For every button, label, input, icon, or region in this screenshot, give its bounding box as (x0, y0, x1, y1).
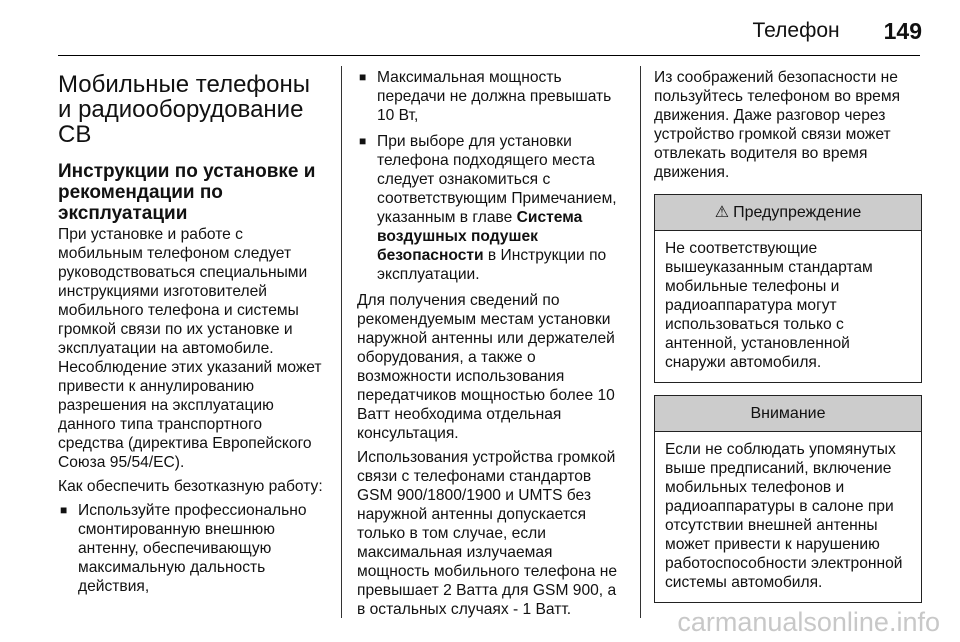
column-1 (58, 68, 326, 603)
warning-text: Не соответствующие вышеуказанным стандартам мобильные телефоны и радиоаппаратура могут использоваться только с антенной, установленной снаружи автомобиля. (665, 240, 873, 371)
list-item (357, 68, 627, 125)
chapter-title: Мобильные телефоны и радиооборудование CB (58, 71, 311, 148)
column-3 (654, 68, 922, 603)
paragraph: Как обеспечить безотказную работу: (58, 478, 323, 495)
bullet-icon: ■ (60, 503, 68, 517)
list-item-text: в Инструкции по эксплуатации. (377, 247, 607, 283)
warning-box (654, 194, 922, 383)
section-heading: Инструкции по установке и рекомендации по эксплуатации (58, 161, 316, 224)
caution-header: Внимание (655, 396, 921, 432)
watermark: carmanualsonline.info (677, 607, 940, 637)
page-header (753, 14, 923, 48)
list-item-text: Максимальная мощность передачи не должна превышать 10 Вт, (377, 69, 612, 124)
column-divider (640, 66, 641, 618)
bullet-list (58, 501, 326, 596)
warning-header (655, 195, 921, 231)
column-2 (357, 68, 627, 624)
caution-text: Если не соблюдать упомянутых выше предписаний, включение мобильных телефонов и радиоаппаратуры в салоне при отсутствии внешней антенны может привести к нарушению работоспособности электронной системы автомобиля. (665, 441, 903, 591)
list-item (58, 501, 326, 596)
section-title: Телефон (752, 19, 840, 42)
bullet-icon: ■ (359, 70, 367, 84)
cross-reference: Система воздушных подушек безопасности (377, 209, 583, 264)
bullet-icon: ■ (359, 134, 367, 148)
paragraph: При установке и работе с мобильным телефоном следует руководствоваться специальными инструкциями изготовителей мобильного телефона и системы громкой связи по их установке и эксплуатации на автомобиле. Несоблюдение этих указаний может привести к аннулированию разрешения на эксплуатацию данного типа транспортного средства (директива Европейского Союза 95/54/EC). (58, 226, 322, 471)
paragraph: Использования устройства громкой связи с телефонами стандартов GSM 900/1800/1900 и UMTS без наружной антенны допускается только в том случае, если максимальная излучаемая мощность мобильного телефона не превышает 2 Ватта для GSM 900, а в остальных случаях - 1 Ватт. (357, 449, 618, 618)
column-divider (341, 66, 342, 618)
bullet-list (357, 68, 627, 284)
paragraph: Для получения сведений по рекомендуемым местам установки наружной антенны или держателей оборудования, а также о возможности использования передатчиков мощностью более 10 Ватт необходима отдельная консультация. (357, 292, 615, 442)
warning-triangle-icon: ⚠ (714, 204, 730, 221)
list-item-text: Используйте профессионально смонтированную внешнюю антенну, обеспечивающую максимальную дальность действия, (78, 502, 307, 595)
paragraph: Из соображений безопасности не пользуйтесь телефоном во время движения. Даже разговор через устройство громкой связи может отвлекать водителя во время движения. (654, 69, 901, 181)
list-item (357, 132, 627, 284)
warning-title: Предупреждение (733, 204, 862, 221)
list-item-text: При выборе для установки телефона подходящего места следует ознакомиться с соответствующим Примечанием, указанным в главе (377, 133, 617, 226)
caution-box (654, 395, 922, 603)
page-number: 149 (883, 17, 922, 44)
header-rule (58, 55, 920, 56)
